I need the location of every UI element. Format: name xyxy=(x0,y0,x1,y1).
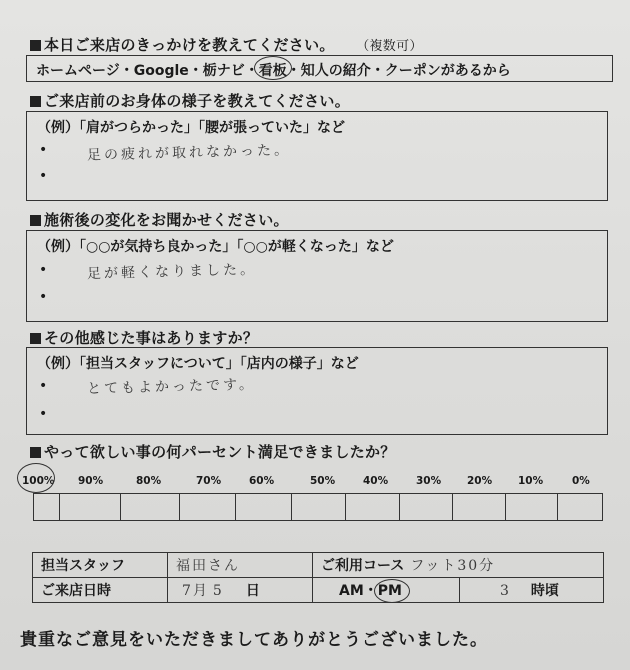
q4-answer: とてもよかったです。 xyxy=(86,376,257,398)
visit-info-table xyxy=(32,552,604,603)
q4-heading: その他感じた事はありますか？ xyxy=(30,327,258,348)
square-bullet-icon xyxy=(30,215,41,226)
bullet-2: • xyxy=(39,168,48,184)
scale-divider xyxy=(179,494,180,520)
day-unit: 日 xyxy=(245,583,260,599)
month-unit: 月 xyxy=(192,583,209,599)
q4-example: （例）「担当スタッフについて」「店内の様子」など xyxy=(37,356,359,372)
scale-tick-label: 60% xyxy=(249,475,275,487)
hour-value: 3 xyxy=(500,583,511,599)
q3-heading: 施術後の変化をお聞かせください。 xyxy=(30,209,289,230)
date-cell xyxy=(168,578,313,603)
q1-heading: 本日ご来店のきっかけを教えてください。 （複数可） xyxy=(30,34,423,55)
scale-tick-label: 20% xyxy=(467,475,493,487)
satisfaction-scale xyxy=(33,493,603,521)
separator-dot: ・ xyxy=(363,583,378,599)
bullet-1: • xyxy=(39,142,48,158)
scale-divider xyxy=(235,494,236,520)
bullet-2: • xyxy=(39,289,48,305)
course-cell xyxy=(313,553,604,578)
square-bullet-icon xyxy=(30,333,41,344)
selection-circle-icon xyxy=(17,463,55,493)
selection-circle-icon xyxy=(254,56,292,80)
scale-divider xyxy=(505,494,506,520)
square-bullet-icon xyxy=(30,447,41,458)
q1-option-selected: 看板 xyxy=(259,60,287,80)
scale-divider xyxy=(452,494,453,520)
scale-divider xyxy=(120,494,121,520)
q3-example: （例）「○○が気持ち良かった」「○○が軽くなった」など xyxy=(37,239,394,255)
ampm-cell xyxy=(313,578,460,603)
thanks-message: 貴重なご意見をいただきましてありがとうございました。 xyxy=(20,630,488,650)
q5-heading: やって欲しい事の何パーセント満足できましたか？ xyxy=(30,441,396,462)
scale-tick-label: 100% xyxy=(22,475,55,487)
scale-tick-label: 40% xyxy=(363,475,389,487)
course-value: フット30分 xyxy=(410,558,496,574)
q3-answer: 足が軽くなりました。 xyxy=(86,261,258,283)
scale-divider xyxy=(557,494,558,520)
bullet-1: • xyxy=(39,262,48,278)
scale-divider xyxy=(59,494,60,520)
q2-heading: ご来店前のお身体の様子を教えてください。 xyxy=(30,90,350,111)
q1-option-3: ・知人の紹介・クーポンがあるから xyxy=(286,63,511,79)
bullet-1: • xyxy=(39,378,48,394)
scale-tick-label: 90% xyxy=(78,475,104,487)
q1-options-box xyxy=(26,55,613,82)
q1-note: （複数可） xyxy=(362,39,423,54)
square-bullet-icon xyxy=(30,40,41,51)
scale-tick-label: 0% xyxy=(572,475,590,487)
day-value: 5 xyxy=(212,583,224,599)
scale-tick-label: 80% xyxy=(136,475,162,487)
date-label: ご来店日時 xyxy=(33,578,168,603)
square-bullet-icon xyxy=(30,96,41,107)
course-label: ご利用コース xyxy=(321,558,405,574)
q3-answer-box xyxy=(26,230,608,322)
q1-option-1: ホームページ・Google・栃ナビ・ xyxy=(36,63,259,79)
am-label: AM xyxy=(339,583,364,599)
scale-divider xyxy=(399,494,400,520)
month-value: 7 xyxy=(182,583,193,599)
q2-example: （例）「肩がつらかった」「腰が張っていた」など xyxy=(37,120,345,136)
pm-selected: PM xyxy=(378,583,402,599)
q2-answer: 足の疲れが取れなかった。 xyxy=(86,142,292,164)
q2-answer-box xyxy=(26,111,608,201)
hour-cell xyxy=(460,578,604,603)
scale-tick-label: 10% xyxy=(518,475,544,487)
scale-divider xyxy=(291,494,292,520)
staff-value: 福田さん xyxy=(168,553,313,578)
staff-label: 担当スタッフ xyxy=(33,553,168,578)
bullet-2: • xyxy=(39,406,48,422)
scale-divider xyxy=(345,494,346,520)
scale-tick-label: 70% xyxy=(196,475,222,487)
selection-circle-icon xyxy=(374,579,410,603)
scale-tick-label: 50% xyxy=(310,475,336,487)
scale-tick-label: 30% xyxy=(416,475,442,487)
hour-unit: 時頃 xyxy=(530,583,559,599)
q4-answer-box xyxy=(26,347,608,435)
